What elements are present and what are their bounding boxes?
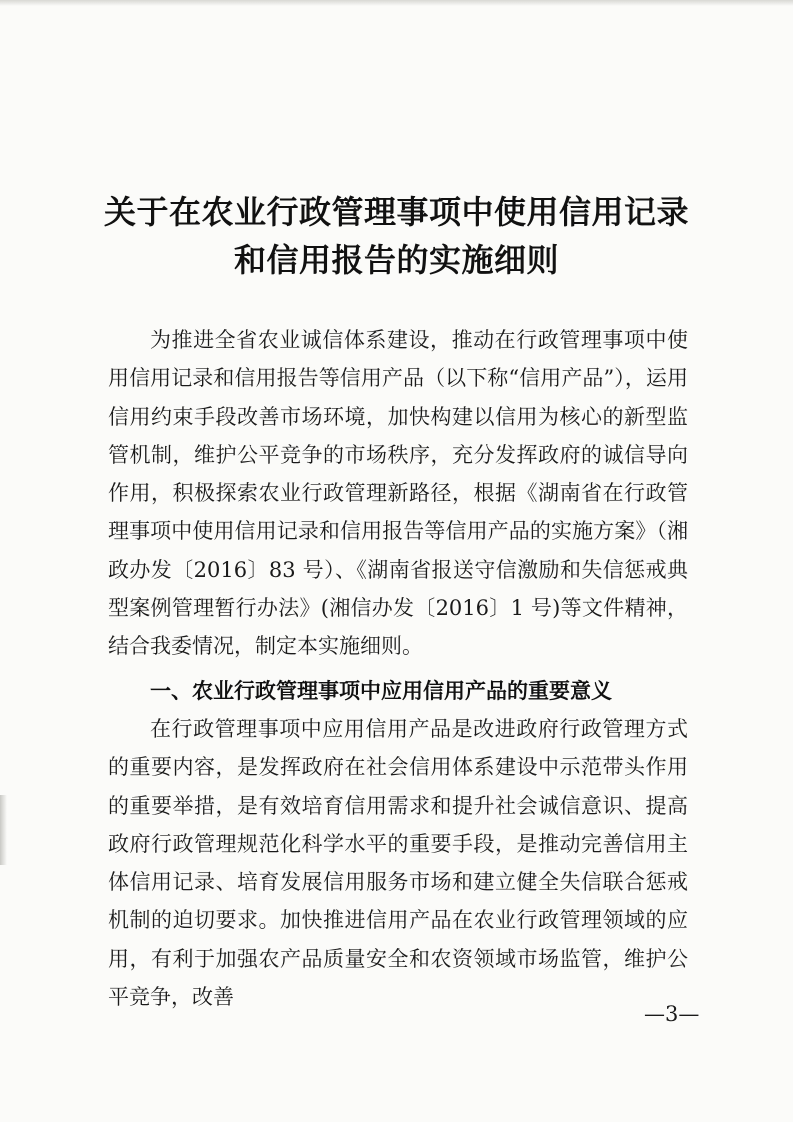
document-title-line-2: 和信用报告的实施细则 bbox=[233, 241, 559, 279]
document-title-line-1: 关于在农业行政管理事项中使用信用记录 bbox=[103, 193, 689, 231]
scan-binding-mark bbox=[0, 795, 7, 865]
section-heading-1: 一、农业行政管理事项中应用信用产品的重要意义 bbox=[150, 679, 612, 703]
paragraph-significance: 在行政管理事项中应用信用产品是改进政府行政管理方式的重要内容，是发挥政府在社会信用体系建设中示范带头作用的重要举措，是有效培育信用需求和提升社会诚信意识、提高政府行政管理规范化科学水平的重要手段，是推动完善信用主体信用记录、培育发展信用服务市场和建立健全失信联合惩戒机制的迫切要求。加快推进信用产品在农业行政管理领域的应用，有利于加强农产品质量安全和农资领域市场监管，维护公平竞争，改善 bbox=[108, 717, 688, 1010]
page-number: —3— bbox=[644, 1002, 700, 1026]
paragraph-intro: 为推进全省农业诚信体系建设，推动在行政管理事项中使用信用记录和信用报告等信用产品（以下称“信用产品”），运用信用约束手段改善市场环境，加快构建以信用为核心的新型监管机制，维护公平竞争的市场秩序，充分发挥政府的诚信导向作用，积极探索农业行政管理新路径，根据《湖南省在行政管理事项中使用信用记录和信用报告等信用产品的实施方案》（湘政办发〔2016〕83 号）、《湖南省报送守信激励和失信惩戒典型案例管理暂行办法》(湘信办发〔2016〕1 号)等文件精神，结合我委情况，制定本实施细则。 bbox=[108, 328, 688, 659]
scan-top-edge bbox=[0, 0, 793, 6]
